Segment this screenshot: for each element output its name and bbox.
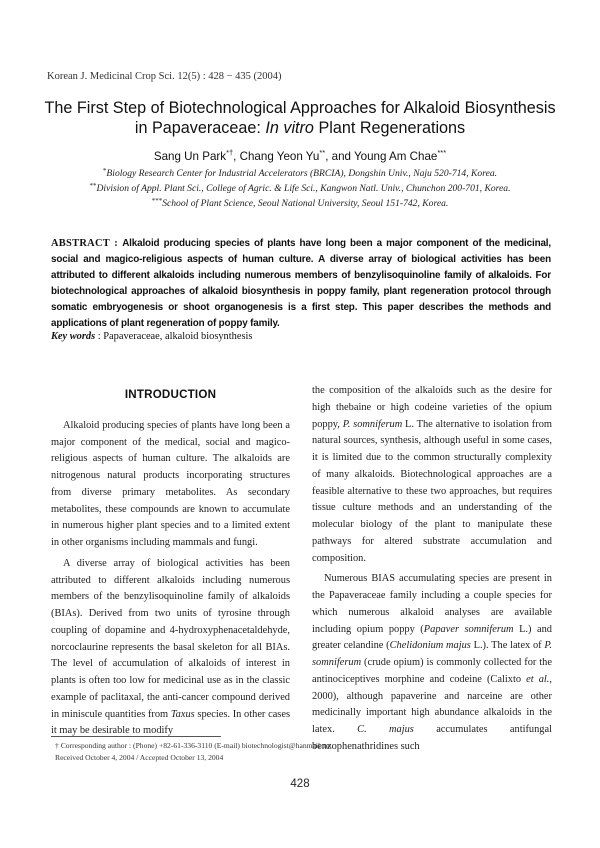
italic-et-al: et al.: [526, 673, 550, 685]
intro-paragraph-2-end: species. In other cases it may be desirable to modify: [51, 708, 290, 737]
intro-paragraph-4: [312, 571, 552, 755]
page-number: 428: [290, 778, 310, 790]
abstract-label: ABSTRACT :: [51, 238, 119, 249]
footnote: [55, 740, 331, 763]
intro-paragraph-4-part-e: , 2000), although papaverine and narceine are other medicinally important high abundance alkaloids in the latex.: [312, 673, 552, 735]
affiliation-2-mark: **: [89, 181, 97, 190]
author-1: Sang Un Park: [153, 150, 227, 163]
title-line-2-prefix: in Papaveraceae:: [134, 119, 266, 137]
italic-papaver: Papaver somniferum: [423, 623, 514, 635]
italic-taxus: Taxus: [170, 708, 195, 720]
intro-paragraph-2: [51, 556, 290, 740]
intro-paragraph-4-text: Numerous BIAS accumulating species are present in the Papaveraceae family including a couple species for which numerous alkaloid analyses are available including opium poppy (: [312, 573, 552, 635]
affiliations: [60, 167, 540, 211]
paper-title: [20, 98, 580, 138]
italic-chelidonium: Chelidonium majus: [389, 640, 471, 652]
affiliation-1-mark: *: [102, 167, 107, 175]
abstract-text: Alkaloid producing species of plants have long been a major component of the medicinal, social and magico-religious aspects of human culture. A diverse array of biological activities has been attributed to different alkaloids including numerous members of benzylisoquinoline family of alkaloids. For biotechnological approaches of alkaloid biosynthesis in poppy family, plant regeneration protocol through somatic embryogenesis or shoot organogenesis is a first step. This paper describes the methods and applications of plant regeneration of poppy family.: [51, 238, 551, 329]
footnote-corresponding: † Corresponding author : (Phone) +82-61-336-3110 (E-mail) biotechnologist@hanmail.net: [55, 741, 332, 750]
footnote-divider: [51, 736, 221, 737]
affiliation-2: [60, 182, 540, 197]
intro-paragraph-4-part-c: L.). The latex of: [470, 640, 545, 652]
title-line-1: The First Step of Biotechnological Approaches for Alkaloid Biosynthesis: [44, 99, 556, 117]
section-heading: INTRODUCTION: [124, 388, 217, 401]
footnote-received: Received October 4, 2004 / Accepted October 13, 2004: [55, 752, 224, 762]
abstract: [51, 236, 551, 332]
title-line-2: [20, 118, 580, 138]
italic-p-somniferum: P. somniferum: [342, 418, 403, 430]
author-2-mark: **: [319, 148, 326, 157]
keywords-text: : Papaveraceae, alkaloid biosynthesis: [95, 331, 253, 342]
keywords: [51, 331, 252, 342]
italic-p-somniferum-2: P. somniferum: [312, 640, 552, 668]
journal-citation: Korean J. Medicinal Crop Sci. 12(5) : 428 − 435 (2004): [47, 71, 282, 82]
keywords-label: Key words: [51, 331, 96, 342]
intro-paragraph-3-text: the composition of the alkaloids such as the desire for high thebaine or high codeine varieties of the opium poppy,: [312, 385, 552, 430]
intro-paragraph-3-end: L. The alternative to isolation from natural sources, synthesis, although useful in some cases, it is limited due to the common structurally complexity of many alkaloids. Biotechnological approaches are a feasible alternative to these two approaches, but requires tissue culture methods and an understanding of the molecular biology of the plant to manipulate these pathways for altered substrate accumulation and composition.: [312, 418, 552, 564]
intro-paragraph-3: [312, 383, 552, 567]
affiliation-3-mark: ***: [151, 196, 163, 205]
title-line-2-suffix: Plant Regenerations: [313, 119, 466, 137]
author-list: [0, 150, 600, 163]
affiliation-3-text: School of Plant Science, Seoul National University, Seoul 151-742, Korea.: [162, 197, 449, 209]
intro-paragraph-1: Alkaloid producing species of plants have long been a major component of the medical, social and magico-religious aspects of human culture. The alkaloids are nitrogenous natural products incorporating structures from diverse primary metabolites. As secondary metabolites, these compounds are known to accumulate in numerous higher plant species and to a limited extent in other organisms including mammals and fungi.: [51, 419, 290, 548]
intro-paragraph-4-part-d: (crude opium) is commonly collected for the antinociceptives morphine and codeine (Calixto: [312, 657, 552, 685]
author-1-mark: *†: [226, 148, 234, 157]
intro-paragraph-4-end: accumulates antifungal benzophenathridines such: [312, 724, 553, 752]
affiliation-1-text: Biology Research Center for Industrial Accelerators (BRCIA), Dongshin Univ., Naju 520-714, Korea.: [106, 168, 498, 179]
affiliation-2-text: Division of Appl. Plant Sci., College of Agric. & Life Sci., Kangwon Natl. Univ., Chunchon 200-701, Korea.: [96, 182, 511, 194]
intro-paragraph-2-text: A diverse array of biological activities has been attributed to different alkaloids including numerous members of the benzylisoquinoline family of alkaloids (BIAs). Derived from two units of tyrosine through coupling of dopamine and 4-hydroxyphenacetaldehyde, norcoclaurine represents the basal skeleton for all BIAs. The level of accumulation of alkaloids of interest in plants is often too low for medicinal use as in the classic example of paclitaxal, the anti-cancer compound derived in miniscule quantities from: [51, 557, 290, 720]
author-2: , Chang Yeon Yu: [233, 150, 320, 163]
author-3-mark: ***: [437, 148, 447, 157]
affiliation-1: [60, 167, 540, 182]
right-column: [312, 383, 552, 756]
intro-paragraph-4-part-b: L.) and greater celandine (: [312, 623, 552, 652]
title-italic: In vitro: [265, 119, 314, 137]
italic-c-majus: C. majus: [357, 724, 414, 735]
affiliation-3: [60, 197, 540, 212]
left-column: [51, 383, 290, 740]
author-3: , and Young Am Chae: [325, 150, 438, 163]
